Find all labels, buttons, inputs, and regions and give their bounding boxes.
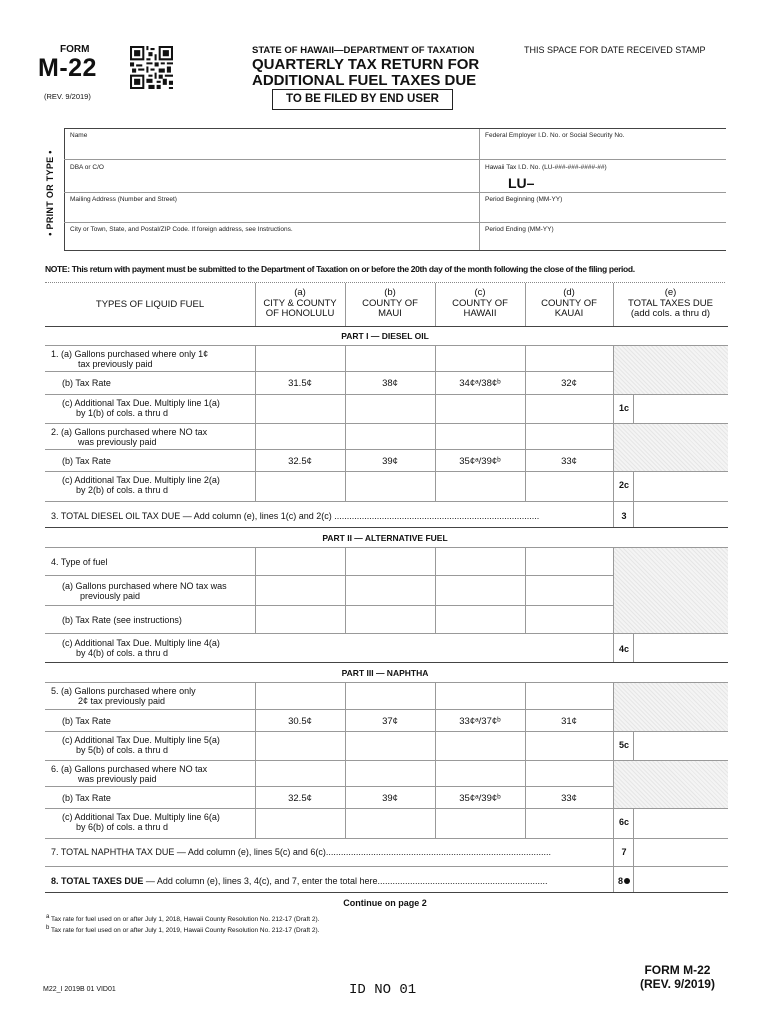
- line-8-label: 8. TOTAL TAXES DUE — Add column (e), lines 3, 4(c), and 7, enter the total here....................................................................: [51, 876, 548, 886]
- continue-page-2: Continue on page 2: [343, 898, 427, 908]
- line-8-dot-icon: [624, 878, 630, 884]
- row-line: [45, 449, 614, 450]
- part3-title: PART III — NAPHTHA: [341, 668, 429, 678]
- line-2c-label: (c) Additional Tax Due. Multiply line 2(a) by 2(b) of cols. a thru d: [62, 475, 220, 495]
- line-4c-number: 4c: [618, 644, 629, 654]
- line-5b-label: (b) Tax Rate: [62, 716, 111, 726]
- col-divider: [633, 394, 634, 423]
- id-number: ID NO 01: [349, 982, 417, 998]
- col-divider: [435, 283, 436, 326]
- form-title-line1: QUARTERLY TAX RETURN FOR: [252, 56, 480, 73]
- row-line: [45, 471, 728, 472]
- col-divider: [255, 345, 256, 501]
- print-or-type-label: • PRINT OR TYPE •: [45, 150, 55, 236]
- line-5c-label: (c) Additional Tax Due. Multiply line 5(a) by 5(b) of cols. a thru d: [62, 735, 220, 755]
- line-1c-label: (c) Additional Tax Due. Multiply line 1(a) by 1(b) of cols. a thru d: [62, 398, 220, 418]
- agency-name: STATE OF HAWAII—DEPARTMENT OF TAXATION: [252, 45, 475, 56]
- col-divider: [633, 633, 634, 662]
- period-beginning-field[interactable]: Period Beginning (MM-YY): [485, 196, 563, 203]
- period-ending-field[interactable]: Period Ending (MM-YY): [485, 226, 554, 233]
- fein-field[interactable]: Federal Employer I.D. No. or Social Security No.: [485, 132, 625, 139]
- rate-1b-a: 31.5¢: [288, 378, 312, 389]
- col-d-line2: KAUAI: [554, 308, 584, 319]
- col-header-e: [613, 288, 728, 320]
- rate-5b-b: 37¢: [382, 716, 398, 727]
- row-line: [45, 838, 728, 839]
- rate-1b-d: 32¢: [561, 378, 577, 389]
- form-revision: (REV. 9/2019): [44, 92, 91, 101]
- line-3-label: 3. TOTAL DIESEL OIL TAX DUE — Add column (e), lines 1(c) and 2(c) ..................................................................................: [51, 511, 540, 521]
- rate-2b-b: 39¢: [382, 456, 398, 467]
- line-4a-label: (a) Gallons purchased where NO tax was previously paid: [62, 581, 227, 601]
- col-divider: [613, 547, 614, 662]
- col-header-fuel-type: TYPES OF LIQUID FUEL: [95, 299, 205, 310]
- mailing-address-field[interactable]: Mailing Address (Number and Street): [70, 196, 177, 203]
- footnote-b: $^b$ Tax rate for fuel used on or after July 1, 2019, Hawaii County Resolution No. 212-17 (Draft 2).: [46, 925, 320, 935]
- row-line: [45, 786, 614, 787]
- col-divider: [435, 682, 436, 838]
- rate-2b-a: 32.5¢: [288, 456, 312, 467]
- col-divider: [255, 283, 256, 326]
- col-e-line2: (add cols. a thru d): [630, 308, 711, 319]
- line-5c-number: 5c: [618, 740, 629, 750]
- rate-2b-c: 35¢ᵃ/39¢ᵇ: [459, 456, 501, 467]
- rate-6b-d: 33¢: [561, 793, 577, 804]
- date-stamp-space: THIS SPACE FOR DATE RECEIVED STAMP: [524, 45, 706, 55]
- filed-by-box: TO BE FILED BY END USER: [272, 89, 453, 110]
- line-4c-label: (c) Additional Tax Due. Multiply line 4(a) by 4(b) of cols. a thru d: [62, 638, 220, 658]
- col-divider: [255, 547, 256, 633]
- row-line: [45, 731, 728, 732]
- col-divider: [613, 682, 614, 892]
- hawaii-tax-id-field[interactable]: Hawaii Tax I.D. No. (LU-###-###-####-##): [485, 164, 607, 171]
- col-divider: [525, 547, 526, 633]
- row-line: [45, 501, 728, 502]
- col-a-line1: CITY & COUNTY: [263, 297, 337, 309]
- col-divider: [525, 682, 526, 838]
- col-d-line1: COUNTY OF: [541, 297, 597, 309]
- col-c-letter: (c): [474, 287, 486, 298]
- col-divider: [255, 682, 256, 838]
- row-line: [45, 527, 728, 528]
- col-a-line2: OF HONOLULU: [265, 308, 335, 319]
- city-state-zip-field[interactable]: City or Town, State, and Postal/ZIP Code. If foreign address, see Instructions.: [70, 226, 293, 233]
- row-line: [45, 633, 728, 634]
- part1-title: PART I — DIESEL OIL: [341, 331, 429, 341]
- shaded-cell: [614, 683, 728, 731]
- row-line: [45, 662, 728, 663]
- rate-6b-b: 39¢: [382, 793, 398, 804]
- col-divider: [345, 547, 346, 633]
- rate-1b-c: 34¢ᵃ/38¢ᵇ: [459, 378, 501, 389]
- form-label: FORM: [60, 44, 90, 55]
- col-b-line1: COUNTY OF: [362, 297, 418, 309]
- rate-2b-d: 33¢: [561, 456, 577, 467]
- col-divider: [633, 471, 634, 527]
- rate-6b-c: 35¢ᵃ/39¢ᵇ: [459, 793, 501, 804]
- row-line: [45, 709, 614, 710]
- line-2c-number: 2c: [618, 480, 629, 490]
- rate-6b-a: 32.5¢: [288, 793, 312, 804]
- line-1a-label: 1. (a) Gallons purchased where only 1¢ tax previously paid: [51, 349, 209, 369]
- row-line: [45, 808, 728, 809]
- rate-5b-c: 33¢ᵃ/37¢ᵇ: [459, 716, 501, 727]
- shaded-cell: [614, 346, 728, 394]
- line-6c-number: 6c: [618, 817, 629, 827]
- col-header-a: [255, 288, 345, 320]
- col-header-b: [345, 288, 435, 320]
- form-number: M-22: [38, 54, 97, 82]
- footnote-a: $^a$ Tax rate for fuel used on or after July 1, 2018, Hawaii County Resolution No. 212-17 (Draft 2).: [46, 914, 320, 924]
- row-line: [45, 423, 728, 424]
- line-1b-label: (b) Tax Rate: [62, 378, 111, 388]
- col-e-line1: TOTAL TAXES DUE: [628, 297, 713, 309]
- col-divider: [435, 345, 436, 501]
- col-divider: [345, 283, 346, 326]
- line-3-number: 3: [621, 511, 627, 521]
- col-header-c: [435, 288, 525, 320]
- col-divider: [435, 547, 436, 633]
- col-b-line2: MAUI: [378, 308, 402, 319]
- row-line: [45, 371, 614, 372]
- col-divider: [613, 283, 614, 326]
- rate-5b-d: 31¢: [561, 716, 577, 727]
- line-6a-label: 6. (a) Gallons purchased where NO tax was previously paid: [51, 764, 208, 784]
- rate-1b-b: 38¢: [382, 378, 398, 389]
- shaded-cell: [614, 760, 728, 808]
- line-6c-label: (c) Additional Tax Due. Multiply line 6(a) by 6(b) of cols. a thru d: [62, 812, 220, 832]
- shaded-cell: [614, 548, 728, 633]
- col-divider: [613, 345, 614, 527]
- col-e-letter: (e): [664, 287, 677, 298]
- col-b-letter: (b): [384, 287, 396, 298]
- col-divider: [633, 808, 634, 892]
- col-divider: [345, 682, 346, 838]
- line-5a-label: 5. (a) Gallons purchased where only 2¢ tax previously paid: [51, 686, 196, 706]
- col-header-d: [525, 288, 613, 320]
- col-a-letter: (a): [294, 287, 306, 298]
- line-2b-label: (b) Tax Rate: [62, 456, 111, 466]
- col-c-line1: COUNTY OF: [452, 297, 508, 309]
- col-divider: [525, 283, 526, 326]
- row-line: [45, 760, 728, 761]
- dba-field[interactable]: DBA or C/O: [70, 164, 104, 171]
- line-4b-label: (b) Tax Rate (see instructions): [62, 615, 182, 625]
- name-field[interactable]: Name: [70, 132, 88, 139]
- col-d-letter: (d): [563, 287, 575, 298]
- form-title-line2: ADDITIONAL FUEL TAXES DUE: [252, 72, 477, 89]
- col-divider: [345, 345, 346, 501]
- row-line: [45, 892, 728, 893]
- filing-note: NOTE: This return with payment must be submitted to the Department of Taxation on or before the 20th day of the month following the close of the filing period.: [45, 264, 635, 274]
- line-7-number: 7: [621, 847, 627, 857]
- col-c-line2: HAWAII: [463, 308, 497, 319]
- header-bottom-line: [45, 326, 728, 327]
- row-line: [45, 394, 728, 395]
- row-line: [45, 866, 728, 867]
- shaded-cell: [614, 423, 728, 471]
- line-4-label: 4. Type of fuel: [51, 557, 108, 567]
- form-footer-id: FORM M-22 (REV. 9/2019): [640, 963, 715, 991]
- hawaii-tax-id-prefix: LU–: [508, 175, 535, 191]
- col-divider: [633, 731, 634, 760]
- row-line: [45, 575, 614, 576]
- form-code: M22_I 2019B 01 VID01: [43, 986, 116, 993]
- line-6b-label: (b) Tax Rate: [62, 793, 111, 803]
- rate-5b-a: 30.5¢: [288, 716, 312, 727]
- line-1c-number: 1c: [618, 403, 629, 413]
- line-7-label: 7. TOTAL NAPHTHA TAX DUE — Add column (e), lines 5(c) and 6(c)..........................................................................................: [51, 847, 551, 857]
- col-divider: [525, 345, 526, 501]
- row-line: [45, 605, 614, 606]
- line-8-number: 8: [615, 876, 633, 886]
- part2-title: PART II — ALTERNATIVE FUEL: [322, 533, 448, 543]
- line-2a-label: 2. (a) Gallons purchased where NO tax was previously paid: [51, 427, 208, 447]
